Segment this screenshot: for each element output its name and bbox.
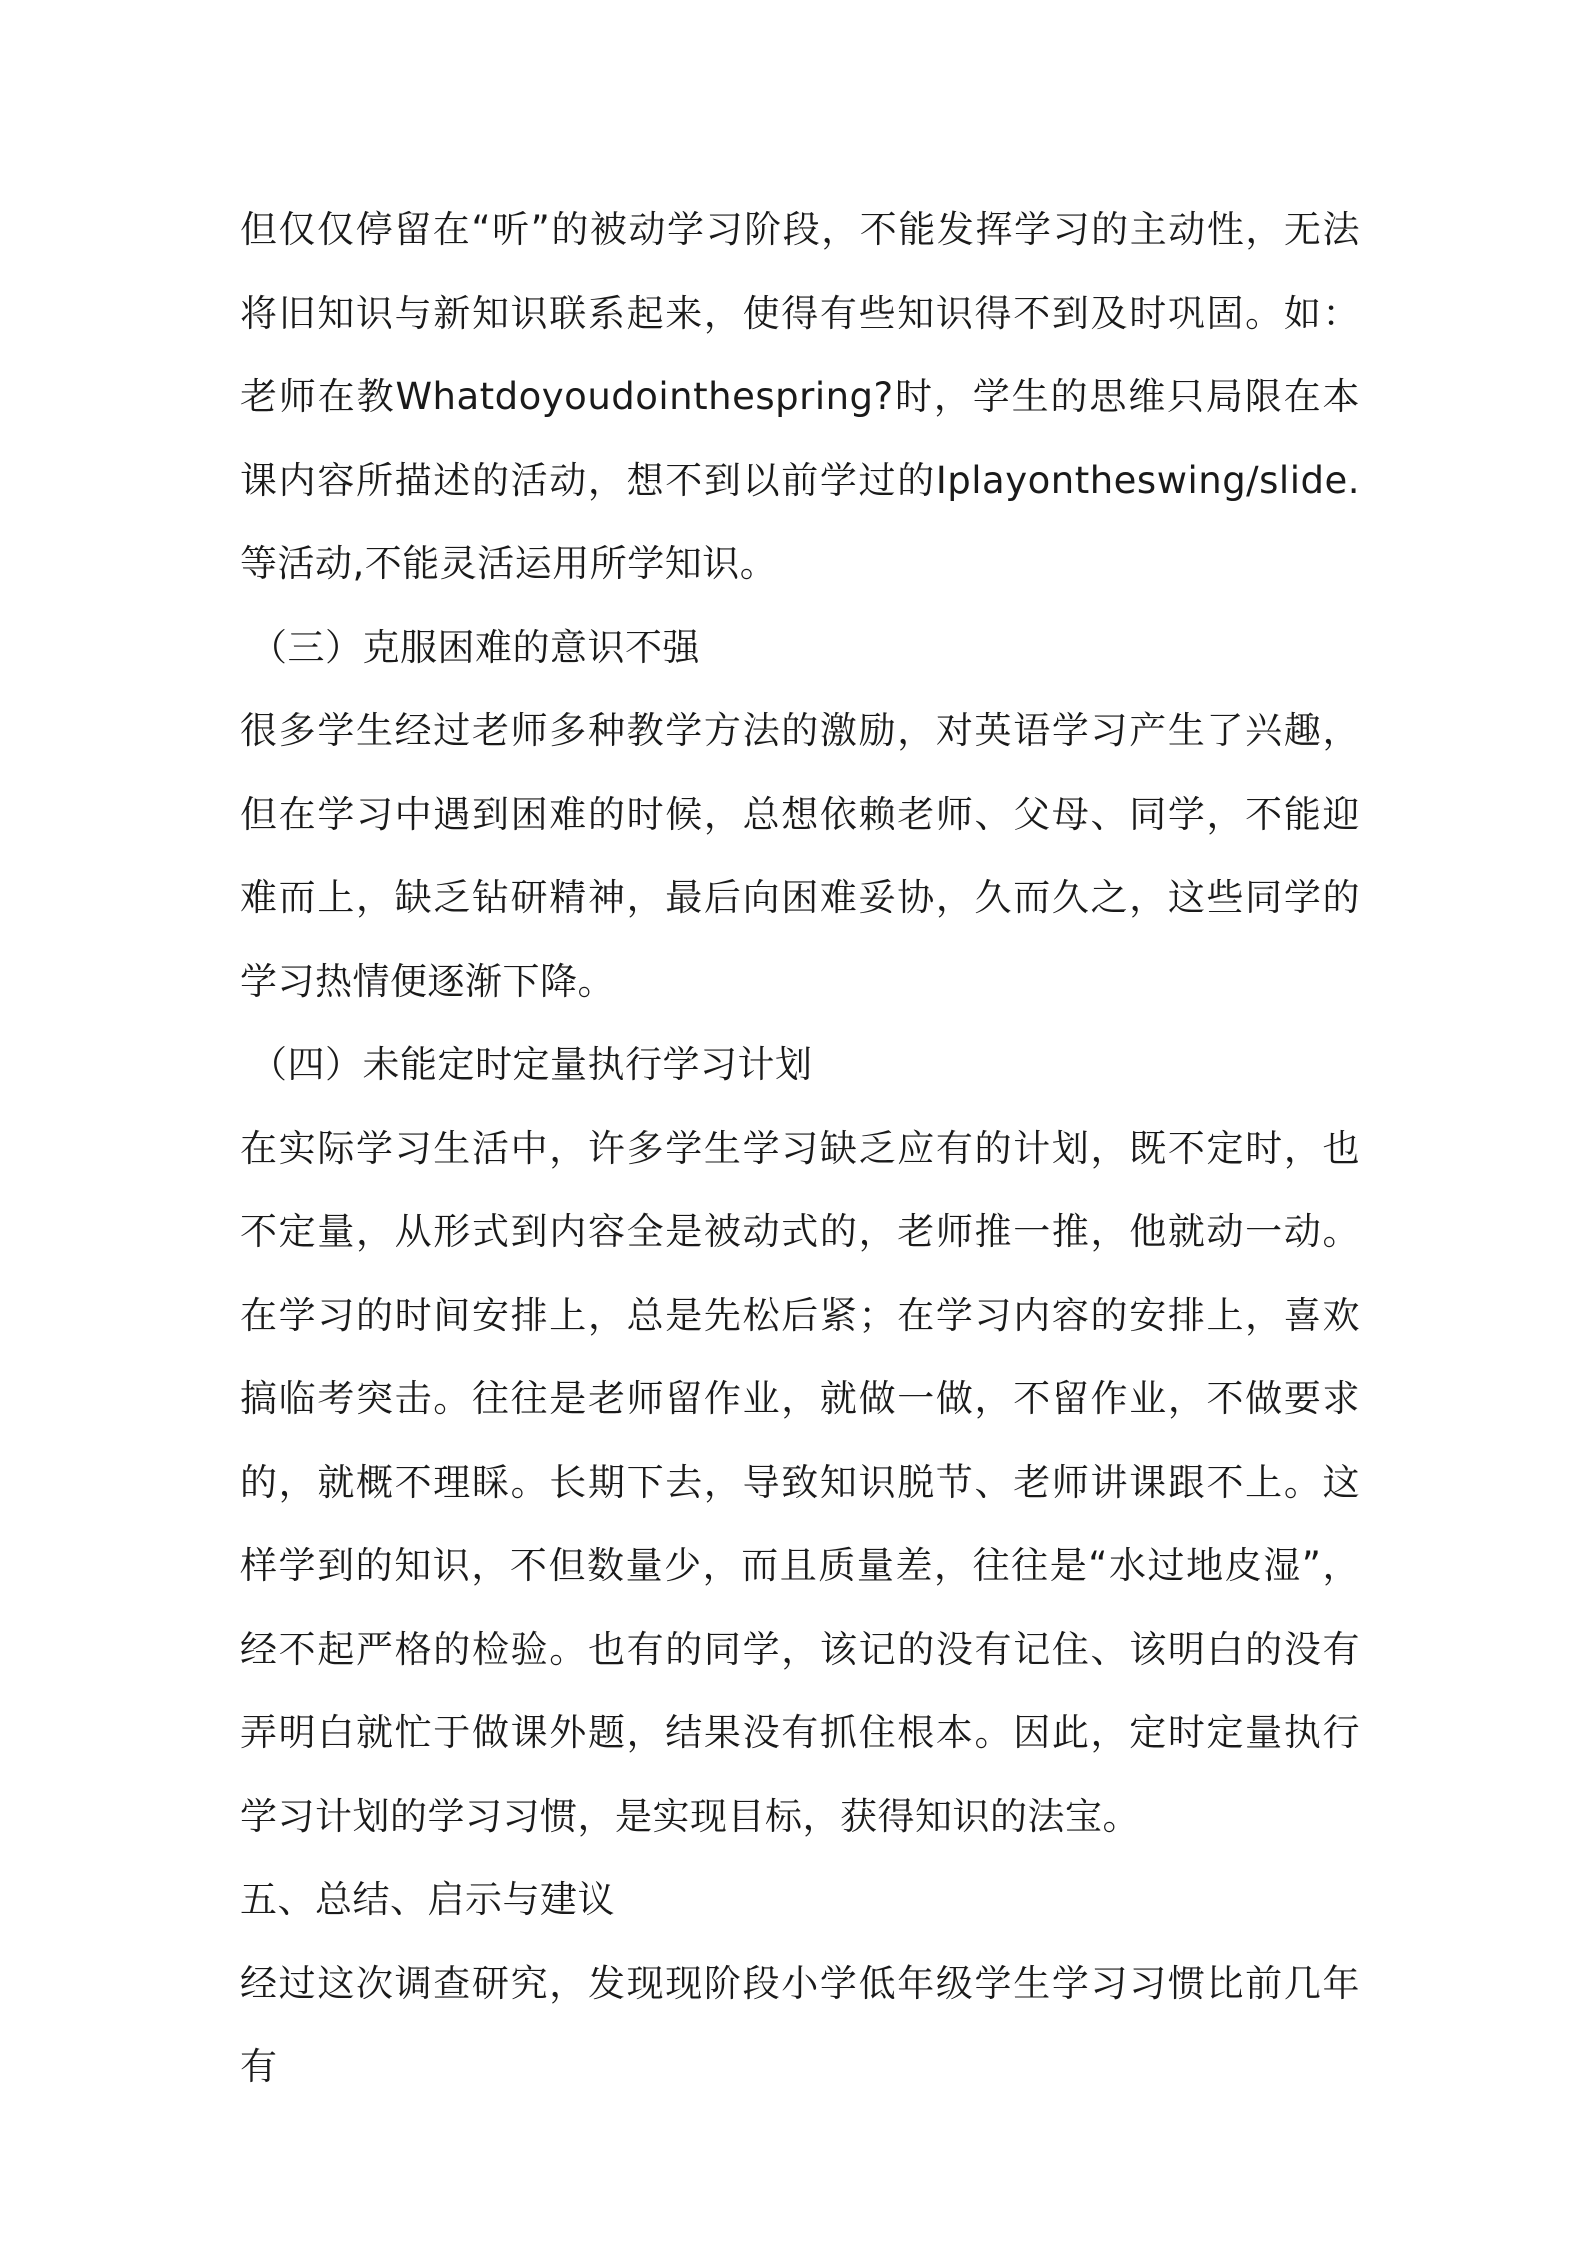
section-heading-summary: 五、总结、启示与建议 [240, 1878, 615, 1921]
paragraph-overcoming-difficulty: 很多学生经过老师多种教学方法的激励，对英语学习产生了兴趣，但在学习中遇到困难的时候，总想依赖老师、父母、同学，不能迎难而上，缺乏钻研精神，最后向困难妥协，久而久之，这些同学的学习热情便逐渐下降。 [240, 709, 1360, 1003]
paragraph-passive-learning: 但仅仅停留在“听”的被动学习阶段，不能发挥学习的主动性，无法将旧知识与新知识联系起来，使得有些知识得不到及时巩固。如：老师在教Whatdoyoudointhespring?时，学生的思维只局限在本课内容所描述的活动，想不到以前学过的Iplayontheswing/slide.等活动,不能灵活运用所学知识。 [240, 208, 1360, 585]
document-body [240, 188, 1360, 2109]
subheading-overcoming-difficulty: （三）克服困难的意识不强 [250, 625, 700, 669]
paragraph-summary-start: 经过这次调查研究，发现现阶段小学低年级学生学习习惯比前几年有 [240, 1961, 1360, 2088]
paragraph-study-plan: 在实际学习生活中，许多学生学习缺乏应有的计划，既不定时，也不定量，从形式到内容全是被动式的，老师推一推，他就动一动。在学习的时间安排上，总是先松后紧；在学习内容的安排上，喜欢搞临考突击。往往是老师留作业，就做一做，不留作业，不做要求的，就概不理睬。长期下去，导致知识脱节、老师讲课跟不上。这样学到的知识，不但数量少，而且质量差，往往是“水过地皮湿”，经不起严格的检验。也有的同学，该记的没有记住、该明白的没有弄明白就忙于做课外题，结果没有抓住根本。因此，定时定量执行学习计划的学习习惯，是实现目标，获得知识的法宝。 [240, 1126, 1360, 1838]
subheading-study-plan: （四）未能定时定量执行学习计划 [250, 1043, 813, 1086]
